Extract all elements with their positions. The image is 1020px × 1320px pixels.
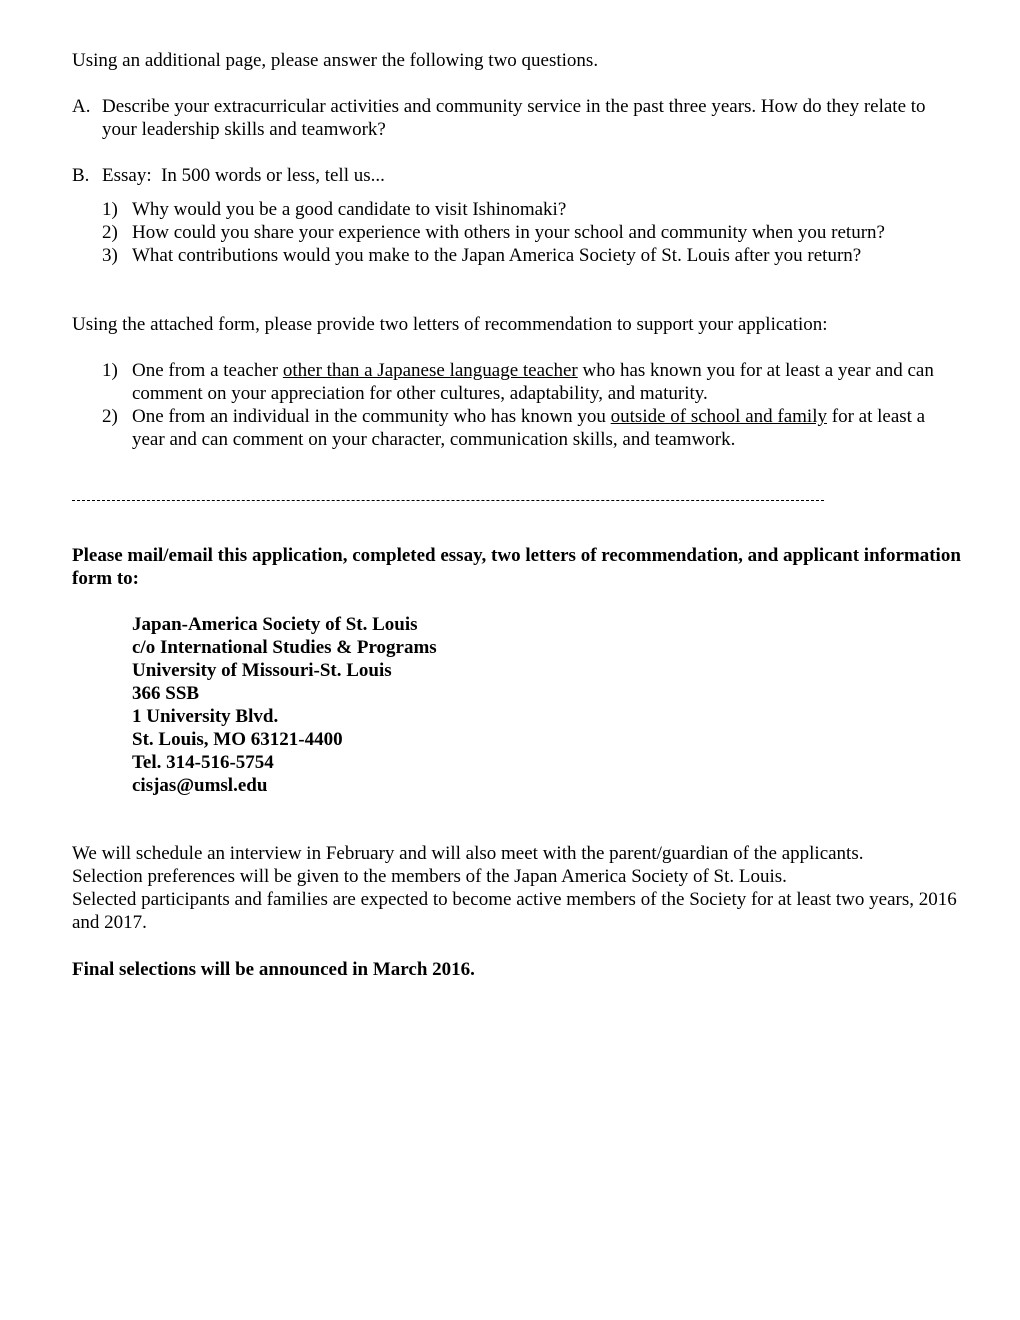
- question-a: [72, 95, 952, 141]
- address-org: Japan-America Society of St. Louis: [132, 614, 418, 635]
- list-item-text-before: One from an individual in the community who has known you: [132, 406, 611, 427]
- essay-question-list: [102, 198, 962, 267]
- closing-line: Selection preferences will be given to the members of the Japan America Society of St. Louis.: [72, 866, 787, 887]
- question-b: [72, 164, 952, 187]
- recommendation-intro: Using the attached form, please provide two letters of recommendation to support your application:: [72, 314, 828, 335]
- address-email: cisjas@umsl.edu: [132, 775, 268, 796]
- list-item-number: 2): [102, 222, 118, 243]
- closing-line: We will schedule an interview in February and will also meet with the parent/guardian of the applicants.: [72, 843, 864, 864]
- address-room: 366 SSB: [132, 683, 200, 704]
- dashed-divider: [72, 500, 824, 501]
- list-item: [102, 198, 962, 221]
- address-city: St. Louis, MO 63121-4400: [132, 729, 343, 750]
- question-a-text: Describe your extracurricular activities and community service in the past three years. How do they relate to your leadership skills and teamwork?: [102, 96, 926, 140]
- list-item: [102, 244, 962, 267]
- address-university: University of Missouri-St. Louis: [132, 660, 392, 681]
- list-item: [102, 221, 962, 244]
- final-note: Final selections will be announced in March 2016.: [72, 959, 475, 980]
- underlined-emphasis: outside of school and family: [610, 406, 827, 427]
- underlined-emphasis: other than a Japanese language teacher: [282, 360, 578, 381]
- question-b-text: Essay: In 500 words or less, tell us...: [102, 165, 385, 186]
- list-item-number: 2): [102, 406, 118, 427]
- question-b-letter: B.: [72, 165, 90, 186]
- list-item-text: Why would you be a good candidate to visit Ishinomaki?: [132, 199, 567, 220]
- list-item-text: What contributions would you make to the Japan America Society of St. Louis after you return?: [132, 245, 862, 266]
- intro-text: Using an additional page, please answer the following two questions.: [72, 50, 599, 71]
- recommendation-list: [102, 359, 962, 451]
- mail-instructions: Please mail/email this application, completed essay, two letters of recommendation, and applicant information form to:: [72, 545, 961, 589]
- list-item: [102, 359, 962, 405]
- list-item-number: 1): [102, 360, 118, 381]
- list-item-text: How could you share your experience with others in your school and community when you return?: [132, 222, 885, 243]
- list-item-text-after: who has known you for at least a year and can comment on your appreciation for other cultures, adaptability, and maturity.: [132, 360, 934, 404]
- list-item-number: 1): [102, 199, 118, 220]
- question-a-letter: A.: [72, 96, 91, 117]
- list-item-text-after: for at least a year and can comment on your character, communication skills, and teamwork.: [132, 406, 926, 450]
- closing-notes: [72, 842, 962, 934]
- closing-line: Selected participants and families are expected to become active members of the Society for at least two years, 2016 and 2017.: [72, 889, 957, 933]
- list-item-number: 3): [102, 245, 118, 266]
- list-item-text-before: One from a teacher: [132, 360, 283, 381]
- address-street: 1 University Blvd.: [132, 706, 279, 727]
- mailing-address: [132, 613, 437, 797]
- address-tel: Tel. 314-516-5754: [132, 752, 274, 773]
- list-item: [102, 405, 962, 451]
- address-co: c/o International Studies & Programs: [132, 637, 437, 658]
